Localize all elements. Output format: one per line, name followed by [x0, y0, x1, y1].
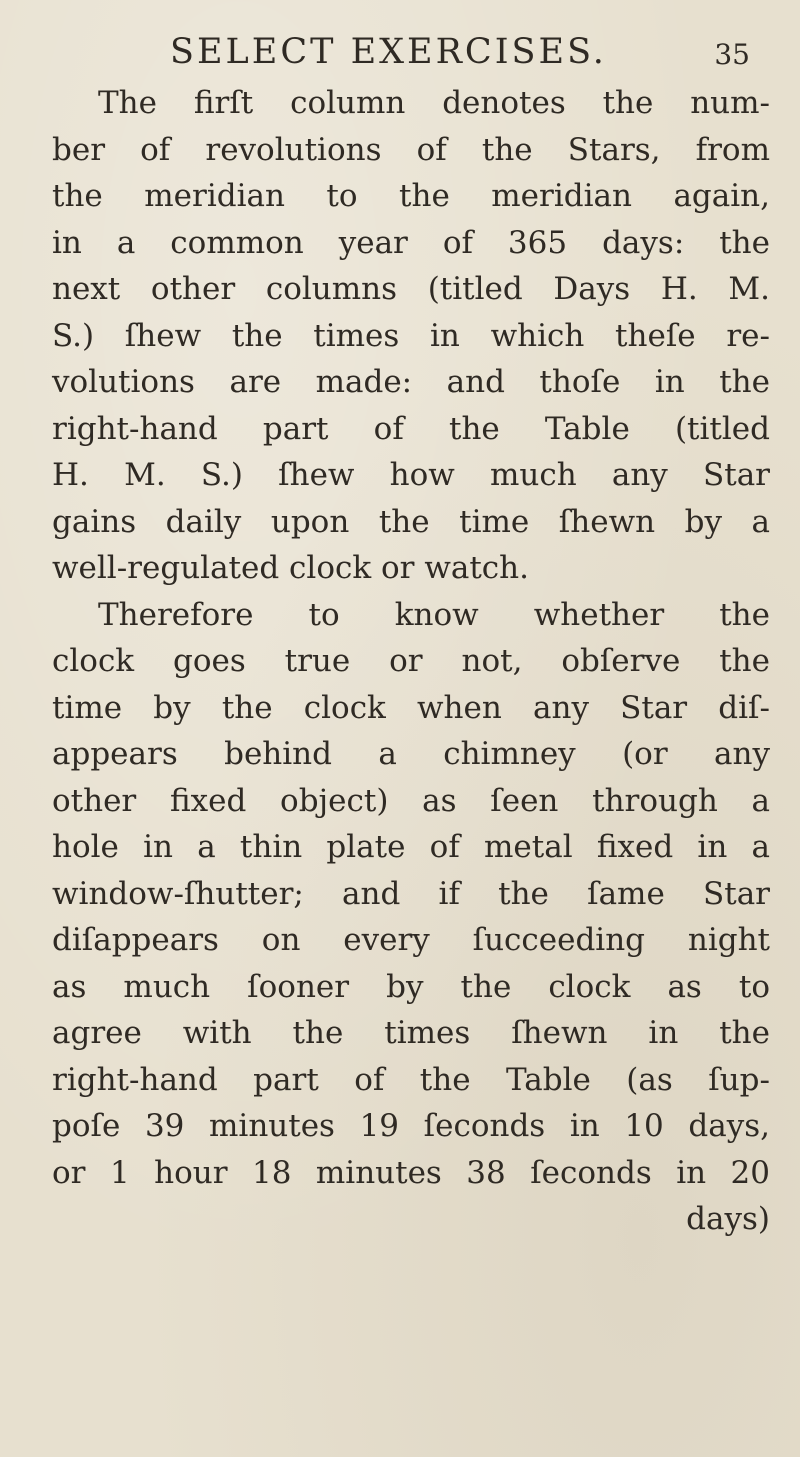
page-header [170, 28, 750, 78]
text-line: The firſt column denotes the num- [98, 85, 770, 121]
body-text [52, 80, 770, 1243]
text-line: gains daily upon the time ſhewn by a [52, 503, 770, 540]
paragraph-1 [52, 80, 770, 592]
text-line: right-hand part of the Table (titled [52, 410, 770, 447]
text-line: other fixed object) as ſeen through a [52, 782, 770, 819]
text-line: clock goes true or not, obſerve the [52, 643, 770, 679]
paragraph-2 [52, 592, 770, 1243]
text-line: diſappears on every ſucceeding night [52, 922, 770, 958]
text-line: in a common year of 365 days: the [52, 224, 770, 261]
text-line: or 1 hour 18 minutes 38 ſeconds in 20 [52, 1154, 770, 1191]
text-line: well-regulated clock or watch. [52, 550, 529, 586]
text-line: ber of revolutions of the Stars, from [52, 131, 770, 168]
text-line: time by the clock when any Star diſ- [52, 689, 770, 726]
text-line: Therefore to know whether the [98, 596, 770, 633]
text-line: H. M. S.) ſhew how much any Star [52, 457, 770, 493]
text-line: poſe 39 minutes 19 ſeconds in 10 days, [52, 1108, 770, 1144]
text-line: appears behind a chimney (or any [52, 736, 770, 772]
text-line: right-hand part of the Table (as ſup- [52, 1061, 770, 1098]
text-line: volutions are made: and thoſe in the [52, 364, 770, 400]
text-line: as much ſooner by the clock as to [52, 968, 770, 1005]
running-head: SELECT EXERCISES. [170, 32, 607, 72]
text-line: agree with the times ſhewn in the [52, 1015, 770, 1051]
text-line: S.) ſhew the times in which theſe re- [52, 317, 770, 354]
text-line: next other columns (titled Days H. M. [52, 271, 770, 307]
page-number: 35 [714, 38, 750, 71]
text-line: days) [686, 1201, 770, 1237]
text-line: the meridian to the meridian again, [52, 178, 770, 214]
text-line: hole in a thin plate of metal fixed in a [52, 829, 770, 865]
text-line: window-ſhutter; and if the ſame Star [52, 875, 770, 912]
